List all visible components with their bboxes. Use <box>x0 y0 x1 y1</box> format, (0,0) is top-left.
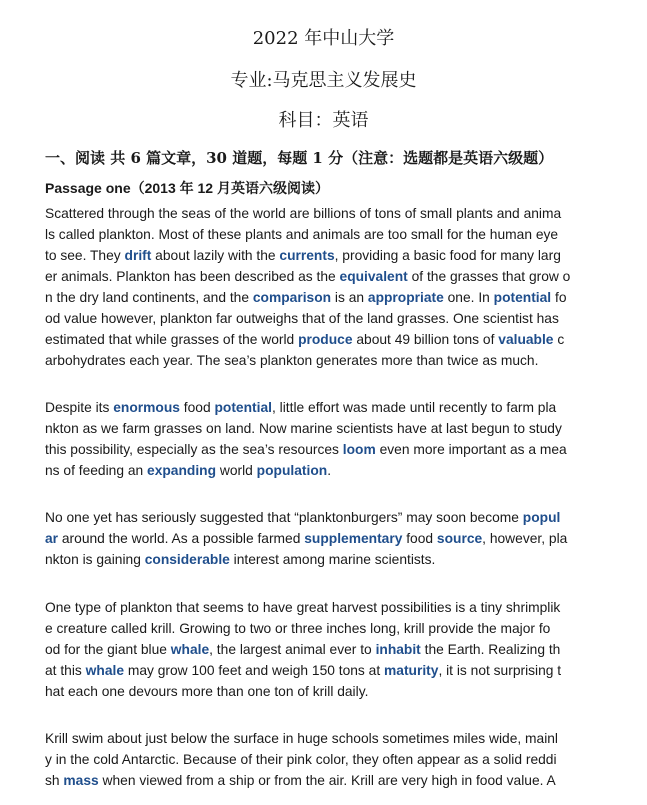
text-segment: arbohydrates each year. The sea’s plankton generates more than twice as much. <box>45 353 539 368</box>
text-segment: ns of feeding an <box>45 463 148 478</box>
vocabulary-word: potential <box>493 290 552 305</box>
vocabulary-word: currents <box>279 248 335 263</box>
text-segment: hat each one devours more than one ton of krill daily. <box>45 684 369 699</box>
text-line <box>45 308 605 329</box>
text-segment: Despite its <box>45 400 114 415</box>
vocabulary-word: maturity <box>384 663 439 678</box>
text-line <box>45 507 605 528</box>
text-segment: food <box>179 400 215 415</box>
text-segment: c <box>553 332 565 347</box>
text-segment: may grow 100 feet and weigh 150 tons at <box>124 663 385 678</box>
text-segment: Krill swim about just below the surface in huge schools sometimes miles wide, mainl <box>45 731 558 746</box>
subject-line: 科目：英语 <box>278 110 369 131</box>
vocabulary-word: inhabit <box>375 642 421 657</box>
text-segment: od value however, plankton far outweighs that of the land grasses. One scientist has <box>45 311 559 326</box>
text-segment: estimated that while grasses of the world <box>45 332 299 347</box>
text-segment: . <box>327 463 332 478</box>
text-segment: er animals. Plankton has been described as the <box>45 269 340 284</box>
vocabulary-word: equivalent <box>339 269 408 284</box>
text-segment: nkton as we farm grasses on land. Now marine scientists have at last begun to study <box>45 421 562 436</box>
vocabulary-word: mass <box>63 773 99 788</box>
text-segment: one. In <box>443 290 494 305</box>
text-segment: , providing a basic food for many larg <box>334 248 561 263</box>
vocabulary-word: expanding <box>147 463 217 478</box>
text-line <box>45 418 605 439</box>
passage-heading: Passage one（2013 年 12 月英语六级阅读） <box>45 180 329 196</box>
text-line <box>45 660 605 681</box>
text-segment: , it is not surprising t <box>438 663 562 678</box>
text-line <box>45 639 605 660</box>
text-line <box>45 597 605 618</box>
text-line <box>45 287 605 308</box>
vocabulary-word: potential <box>214 400 272 415</box>
text-segment: sh <box>45 773 64 788</box>
vocabulary-word: valuable <box>498 332 554 347</box>
text-segment: is an <box>331 290 368 305</box>
vocabulary-word: enormous <box>113 400 180 415</box>
vocabulary-word: comparison <box>252 290 332 305</box>
text-segment: y in the cold Antarctic. Because of their pink color, they often appear as a solid reddi <box>45 752 557 767</box>
text-segment: this possibility, especially as the sea’s resources <box>45 442 343 457</box>
vocabulary-word: ar <box>45 531 59 546</box>
text-segment: e creature called krill. Growing to two or three inches long, krill provide the major fo <box>45 621 551 636</box>
text-segment: interest among marine scientists. <box>229 552 436 567</box>
paragraph-1 <box>45 203 605 371</box>
text-line <box>45 460 605 481</box>
document-title: 2022 年中山大学 <box>252 28 395 49</box>
text-line <box>45 397 605 418</box>
text-segment: at this <box>45 663 86 678</box>
text-segment: nkton is gaining <box>45 552 145 567</box>
text-line <box>45 749 605 770</box>
vocabulary-word: whale <box>85 663 124 678</box>
text-segment: about lazily with the <box>151 248 280 263</box>
text-segment: One type of plankton that seems to have great harvest possibilities is a tiny shrimplik <box>45 600 561 615</box>
text-line <box>45 245 605 266</box>
vocabulary-word: produce <box>298 332 353 347</box>
text-segment: n the dry land continents, and the <box>45 290 253 305</box>
vocabulary-word: drift <box>124 248 152 263</box>
text-segment: to see. They <box>45 248 125 263</box>
text-segment: world <box>216 463 257 478</box>
text-segment: around the world. As a possible farmed <box>58 531 305 546</box>
paragraph-2 <box>45 397 605 481</box>
text-line <box>45 770 605 791</box>
text-line <box>45 728 605 749</box>
text-segment: od for the giant blue <box>45 642 171 657</box>
paragraph-4 <box>45 597 605 702</box>
text-segment: even more important as a mea <box>375 442 567 457</box>
text-segment: of the grasses that grow o <box>407 269 571 284</box>
text-segment: the Earth. Realizing th <box>420 642 561 657</box>
text-segment: ls called plankton. Most of these plants and animals are too small for the human eye <box>45 227 559 242</box>
vocabulary-word: population <box>256 463 328 478</box>
vocabulary-word: whale <box>170 642 210 657</box>
text-segment: fo <box>551 290 567 305</box>
vocabulary-word: loom <box>342 442 376 457</box>
text-segment: , however, pla <box>482 531 568 546</box>
paragraph-3 <box>45 507 605 570</box>
section-heading: 一、阅读 共 6 篇文章，30 道题，每题 1 分（注意：选题都是英语六级题） <box>45 149 554 167</box>
vocabulary-word: considerable <box>144 552 230 567</box>
text-line <box>45 528 605 549</box>
text-line <box>45 266 605 287</box>
text-line <box>45 329 605 350</box>
text-segment: about 49 billion tons of <box>352 332 499 347</box>
vocabulary-word: appropriate <box>367 290 444 305</box>
text-line <box>45 681 605 702</box>
text-line <box>45 549 605 570</box>
vocabulary-word: source <box>436 531 483 546</box>
text-segment: Scattered through the seas of the world are billions of tons of small plants and anima <box>45 206 562 221</box>
text-line <box>45 350 605 371</box>
text-segment: , little effort was made until recently to farm pla <box>271 400 557 415</box>
vocabulary-word: supplementary <box>304 531 403 546</box>
text-segment: when viewed from a ship or from the air. Krill are very high in food value. A <box>98 773 556 788</box>
text-line <box>45 203 605 224</box>
text-segment: food <box>402 531 437 546</box>
vocabulary-word: popul <box>522 510 561 525</box>
paragraph-5 <box>45 728 605 791</box>
text-segment: , the largest animal ever to <box>209 642 376 657</box>
major-line: 专业:马克思主义发展史 <box>230 70 417 91</box>
text-segment: No one yet has seriously suggested that “planktonburgers” may soon become <box>45 510 523 525</box>
text-line <box>45 439 605 460</box>
text-line <box>45 618 605 639</box>
text-line <box>45 224 605 245</box>
